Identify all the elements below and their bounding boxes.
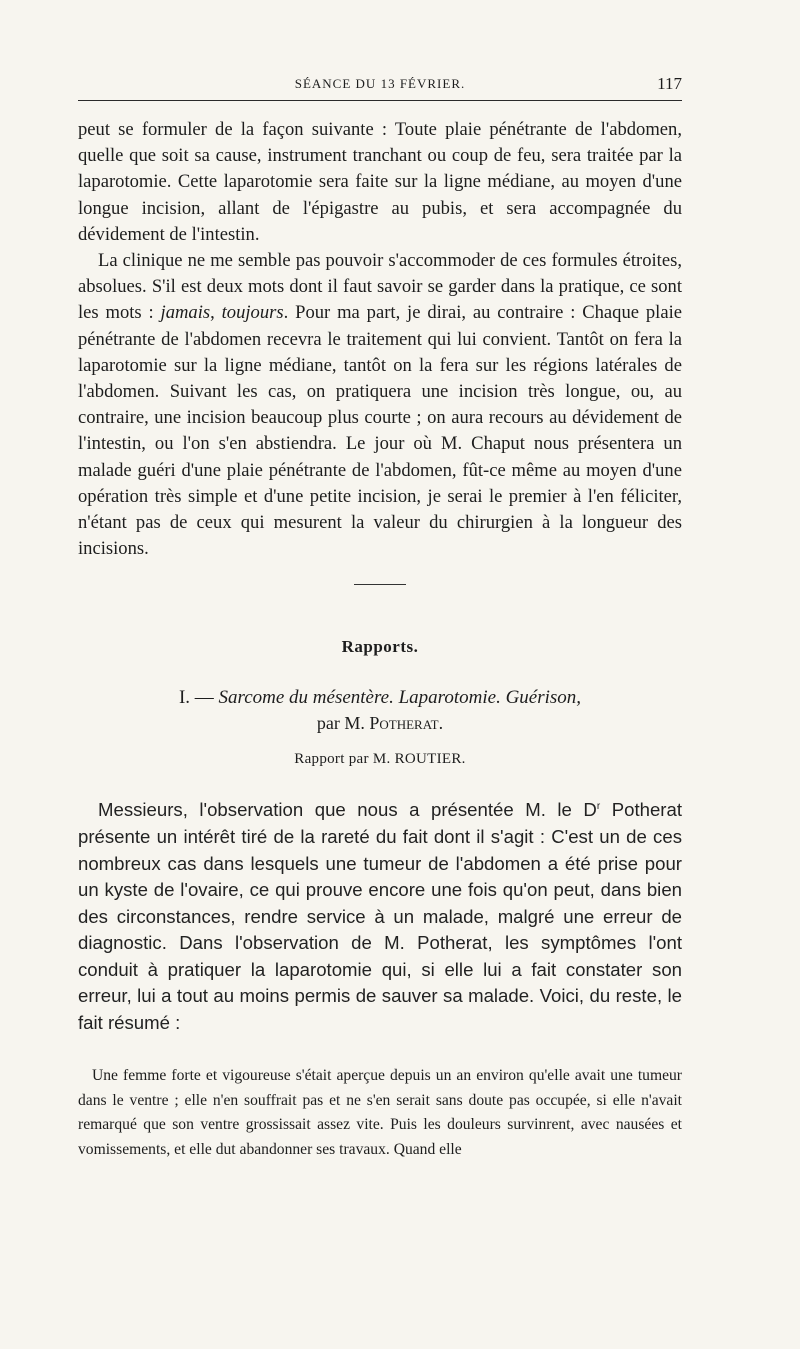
paragraph-clinique bbox=[78, 248, 682, 562]
report-title-text: Sarcome du mésentère. Laparotomie. Guérison, bbox=[218, 687, 582, 709]
author-prefix: par M. bbox=[316, 713, 370, 734]
word-jamais: jamais bbox=[160, 302, 211, 324]
running-head bbox=[78, 72, 682, 101]
author-suffix: . bbox=[438, 713, 444, 734]
running-title: SÉANCE DU 13 FÉVRIER. bbox=[294, 76, 466, 91]
paragraph-messieurs bbox=[78, 794, 682, 1036]
paragraph-continuation: peut se formuler de la façon suivante : Toute plaie pénétrante de l'abdomen, quelle que soit sa cause, instrument tranchant ou coup de feu, sera traitée par la laparotomie. Cette laparotomie sera faite sur la ligne médiane, au moyen d'une longue incision, allant de l'épigastre au pubis, et sera accompagnée du dévidement de l'intestin. bbox=[78, 119, 682, 245]
author-name: Potherat bbox=[369, 713, 439, 734]
page-number: 117 bbox=[657, 74, 682, 93]
rapporteur-line: Rapport par M. ROUTIER. bbox=[294, 751, 466, 768]
section-title: Rapports. bbox=[341, 637, 419, 657]
paragraph-clinique-text-2: . Pour ma part, je dirai, au contraire : Chaque plaie pénétrante de l'abdomen recevra le traitement qui lui convient. Tantôt on fera la laparotomie sur la ligne médiane, tantôt on la fera sur les régions latérales de l'abdomen. Suivant les cas, on pratiquera une incision très longue, ou, au contraire, une incision beaucoup plus courte ; on aura recours au dévidement de l'intestin, ou l'on s'en abstiendra. Le jour où M. Chaput nous présentera un malade guéri d'une plaie pénétrante de l'abdomen, fût-ce même au moyen d'une opération très simple et d'une petite incision, je serai le premier à l'en féliciter, n'étant pas de ceux qui mesurent la valeur du chirurgien à la longueur des incisions. bbox=[78, 302, 682, 560]
case-observation: Une femme forte et vigoureuse s'était aperçue depuis un an environ qu'elle avait une tumeur dans le ventre ; elle n'en souffrait pas et ne s'en serait sans doute pas occupée, si elle n'avait remarqué que son ventre grossissait assez vite. Puis les douleurs survinrent, avec nausées et vomissements, et elle dut abandonner ses travaux. Quand elle bbox=[78, 1067, 682, 1158]
word-toujours: toujours bbox=[221, 302, 284, 324]
report-title bbox=[78, 685, 682, 711]
paragraph-messieurs-text-2: Potherat présente un intérêt tiré de la rareté du fait dont il s'agit : C'est un de ces nombreux cas dans lesquels une tumeur de l'abdomen a été prise pour un kyste de l'ovaire, ce qui prouve encore une fois qu'on peut, dans bien des circonstances, rendre service à un malade, malgré une erreur de diagnostic. Dans l'observation de M. Potherat, les symptômes l'ont conduit à pratiquer la laparotomie qui, si elle lui a fait constater son erreur, lui a tout au moins permis de sauver sa malade. Voici, du reste, le fait résumé : bbox=[78, 799, 682, 1033]
report-number: I. — bbox=[178, 687, 219, 709]
paragraph-messieurs-text-1: Messieurs, l'observation que nous a présentée M. le D bbox=[98, 799, 597, 821]
comma: , bbox=[210, 302, 222, 324]
book-page bbox=[78, 72, 682, 1178]
report-author bbox=[78, 711, 682, 735]
section-divider bbox=[354, 584, 406, 585]
paragraph-clinique-text-1: La clinique ne me semble pas pouvoir s'accommoder de ces formules étroites, absolues. S'il est deux mots dont il faut savoir se garder dans la pratique, ce sont les mots : bbox=[78, 250, 682, 324]
superscript-r: r bbox=[596, 801, 601, 813]
